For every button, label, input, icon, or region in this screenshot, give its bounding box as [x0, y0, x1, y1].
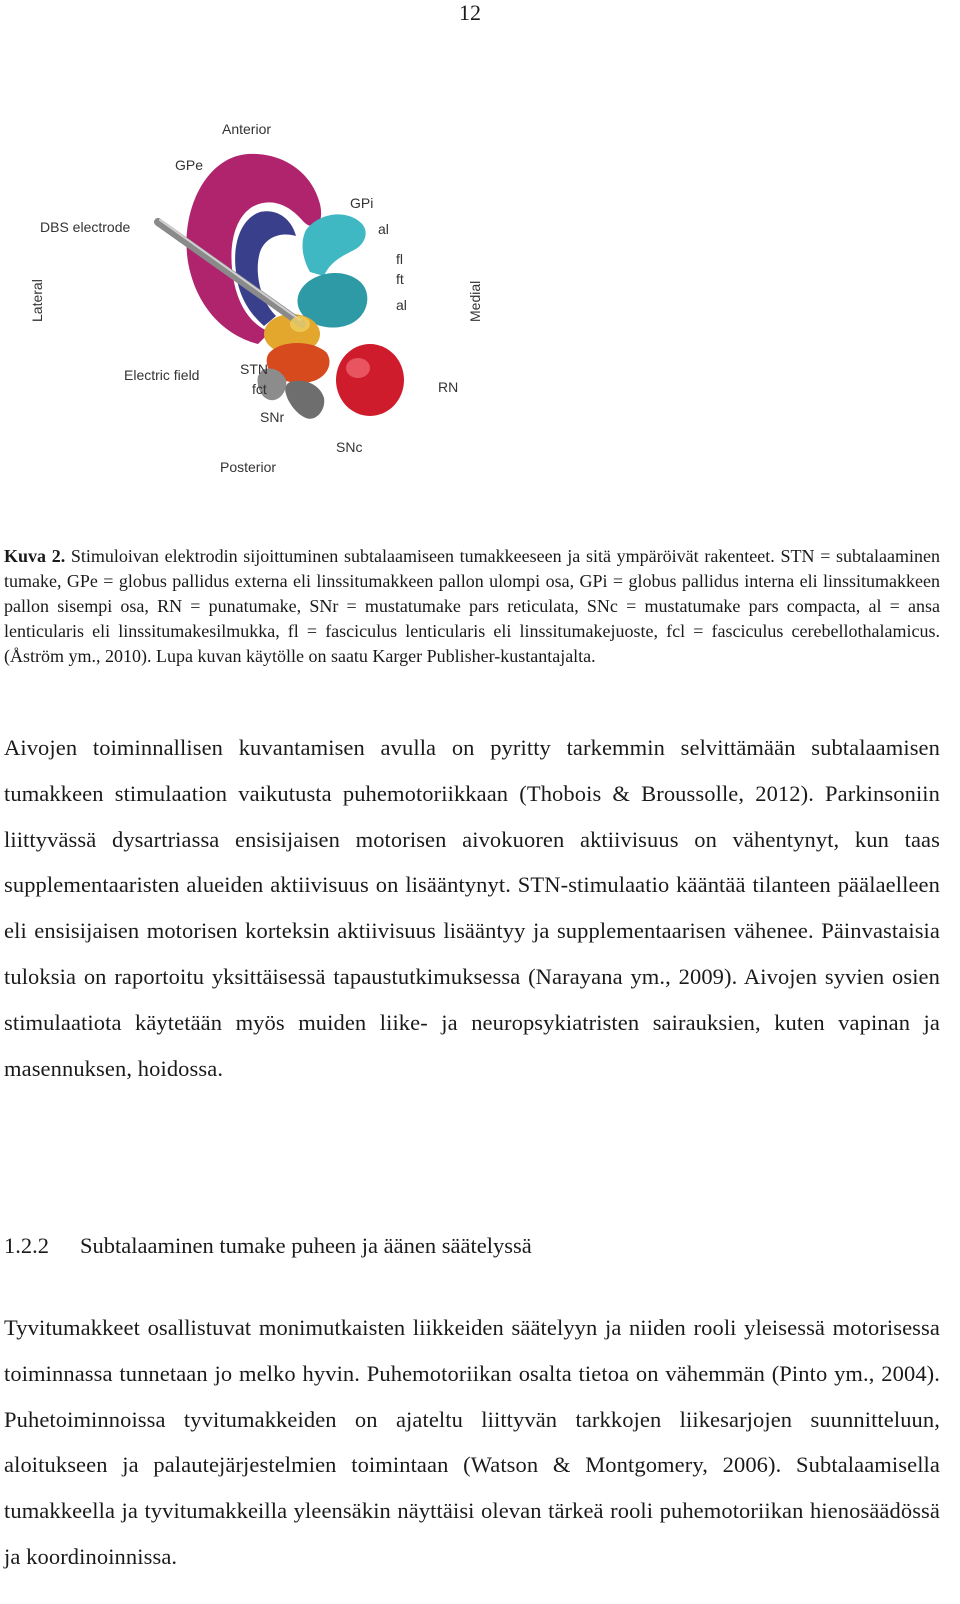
- rn-structure: [336, 344, 404, 416]
- label-snr: SNr: [260, 409, 285, 425]
- label-medial: Medial: [467, 280, 483, 322]
- section-heading: [4, 1230, 940, 1262]
- label-al-upper: al: [378, 221, 389, 237]
- body-paragraph-2: Tyvitumakkeet osallistuvat monimutkaisten liikkeiden säätelyyn ja niiden rooli yleisessä motorisessa toiminnassa tunnetaan jo melko hyvin. Puhemotoriikan osalta tietoa on vähemmän (Pinto ym., 2004). Puhetoiminnoissa tyvitumakkeiden on ajateltu liittyvän tarkkojen liikesarjojen suunnitteluun, aloitukseen ja palautejärjestelmien toimintaan (Watson & Montgomery, 2006). Subtalaamisella tumakkeella ja tyvitumakkeilla yleensäkin näyttäisi olevan tärkeä rooli puhemotoriikan hienosäädössä ja koordinoinnissa.: [4, 1315, 940, 1569]
- electric-field: [290, 316, 310, 332]
- label-snc: SNc: [336, 439, 363, 455]
- label-al-lower: al: [396, 297, 407, 313]
- label-fct: fct: [252, 381, 267, 397]
- brain-nuclei-illustration: [20, 112, 500, 492]
- label-stn: STN: [240, 361, 268, 377]
- label-ft: ft: [396, 271, 404, 287]
- caption-label: Kuva 2.: [4, 546, 66, 566]
- label-gpe: GPe: [175, 157, 204, 173]
- label-dbs-electrode: DBS electrode: [40, 219, 131, 235]
- snc-structure: [285, 381, 324, 419]
- label-posterior: Posterior: [220, 459, 277, 475]
- body-paragraph-1: Aivojen toiminnallisen kuvantamisen avulla on pyritty tarkemmin selvittämään subtalaamisen tumakkeen stimulaation vaikutusta puhemotoriikkaan (Thobois & Broussolle, 2012). Parkinsoniin liittyvässä dysartriassa ensisijaisen motorisen aivokuoren aktiivisuus on vähentynyt, kun taas supplementaaristen alueiden aktiivisuus on lisääntynyt. STN-stimulaatio kääntää tilanteen päälaelleen eli ensisijaisen motorisen korteksin aktiivisuus lisääntyy ja supplementaarisen vähenee. Päinvastaisia tuloksia on raportoitu yksittäisessä tapaustutkimuksessa (Narayana ym., 2009). Aivojen syvien osien stimulaatiota käytetään myös muiden liike- ja neuropsykiatristen sairauksien, kuten vapinan ja masennuksen, hoidossa.: [4, 735, 940, 1081]
- label-gpi: GPi: [350, 195, 374, 211]
- section-number: 1.2.2: [4, 1233, 49, 1258]
- page-number: 12: [459, 0, 481, 25]
- brain-nuclei-figure: [20, 112, 500, 492]
- label-rn: RN: [438, 379, 459, 395]
- label-lateral: Lateral: [29, 279, 45, 322]
- figure-caption: [4, 544, 940, 669]
- rn-highlight: [346, 358, 370, 378]
- caption-text: Stimuloivan elektrodin sijoittuminen subtalaamiseen tumakkeeseen ja sitä ympäröivät rakenteet. STN = subtalaaminen tumake, GPe = globus pallidus externa eli linssitumakkeen pallon ulompi osa, GPi = globus pallidus interna eli linssitumakkeen pallon sisempi osa, RN = punatumake, SNr = mustatumake pars reticulata, SNc = mustatumake pars compacta, al = ansa lenticularis eli linssitumakesilmukka, fl = fasciculus lenticularis eli linssitumakejuoste, fcl = fasciculus cerebellothalamicus. (Åström ym., 2010). Lupa kuvan käytölle on saatu Karger Publisher-kustantajalta.: [4, 546, 941, 666]
- label-fl: fl: [396, 251, 403, 267]
- label-anterior: Anterior: [222, 121, 272, 137]
- section-title: Subtalaaminen tumake puheen ja äänen säätelyssä: [80, 1233, 532, 1258]
- label-electric-field: Electric field: [124, 367, 200, 383]
